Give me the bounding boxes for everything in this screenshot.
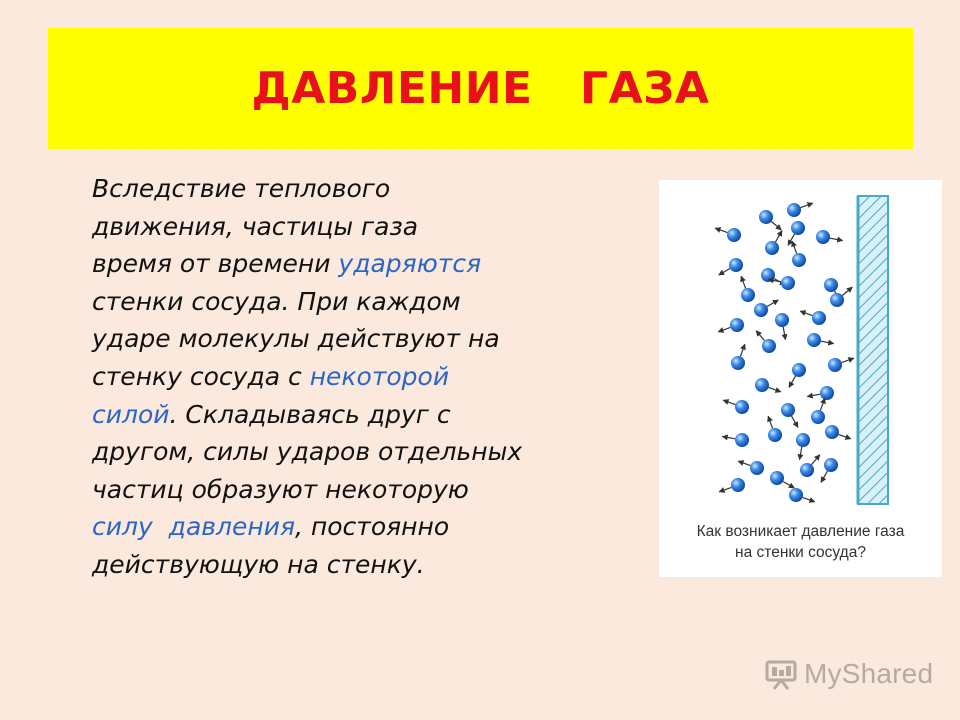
velocity-arrow bbox=[771, 221, 781, 229]
velocity-arrow bbox=[803, 497, 815, 501]
gas-molecule bbox=[792, 363, 806, 377]
gas-molecules-illustration bbox=[659, 180, 942, 520]
gas-molecule bbox=[820, 386, 834, 400]
gas-molecule bbox=[729, 258, 743, 272]
gas-molecule bbox=[811, 410, 825, 424]
highlighted-term: силу давления bbox=[92, 512, 295, 542]
slide-title: ДАВЛЕНИЕ ГАЗА bbox=[251, 63, 710, 114]
velocity-arrow bbox=[723, 400, 735, 404]
velocity-arrow bbox=[767, 300, 778, 307]
velocity-arrow bbox=[718, 327, 730, 331]
gas-molecule bbox=[824, 458, 838, 472]
gas-molecule bbox=[792, 253, 806, 267]
gas-molecule bbox=[830, 293, 844, 307]
velocity-arrow bbox=[820, 398, 824, 410]
vessel-wall bbox=[858, 196, 888, 504]
velocity-arrow bbox=[719, 269, 730, 276]
velocity-arrow bbox=[821, 341, 834, 343]
gas-molecule bbox=[759, 210, 773, 224]
title-banner bbox=[48, 28, 913, 149]
gas-molecule bbox=[791, 221, 805, 235]
velocity-arrow bbox=[839, 434, 851, 438]
velocity-arrow bbox=[801, 203, 813, 207]
gas-molecule bbox=[796, 433, 810, 447]
gas-molecule bbox=[730, 318, 744, 332]
gas-molecule bbox=[816, 230, 830, 244]
velocity-arrow bbox=[740, 344, 744, 356]
gas-molecule bbox=[731, 356, 745, 370]
velocity-arrow bbox=[800, 311, 812, 315]
gas-molecule bbox=[735, 400, 749, 414]
gas-molecule bbox=[735, 433, 749, 447]
gas-molecule bbox=[727, 228, 741, 242]
presentation-board-icon bbox=[764, 658, 798, 690]
gas-molecule bbox=[787, 203, 801, 217]
velocity-arrow bbox=[719, 487, 731, 491]
velocity-arrow bbox=[792, 241, 796, 253]
velocity-arrow bbox=[769, 387, 781, 391]
velocity-arrow bbox=[830, 238, 843, 240]
paragraph-text: Вследствие теплового движения, частицы газа время от времени bbox=[92, 174, 419, 279]
gas-molecule bbox=[812, 311, 826, 325]
gas-molecule bbox=[775, 313, 789, 327]
gas-molecule bbox=[768, 428, 782, 442]
velocity-arrow bbox=[783, 482, 794, 489]
velocity-arrow bbox=[842, 287, 852, 295]
gas-molecule bbox=[781, 403, 795, 417]
velocity-arrow bbox=[811, 455, 819, 465]
gas-molecule bbox=[807, 333, 821, 347]
myshared-logo bbox=[764, 652, 933, 696]
velocity-arrow bbox=[715, 228, 727, 232]
gas-molecule bbox=[781, 276, 795, 290]
velocity-arrow bbox=[768, 416, 772, 428]
paragraph-text: стенки сосуда. При каждом ударе молекулы действуют на стенку сосуда с bbox=[92, 286, 500, 391]
velocity-arrow bbox=[738, 461, 750, 465]
gas-molecule bbox=[762, 339, 776, 353]
highlighted-term: ударяются bbox=[338, 249, 482, 279]
velocity-arrow bbox=[821, 471, 828, 482]
gas-molecule bbox=[770, 471, 784, 485]
gas-molecule bbox=[731, 478, 745, 492]
gas-molecule bbox=[789, 488, 803, 502]
velocity-arrow bbox=[783, 327, 785, 340]
gas-molecule bbox=[824, 278, 838, 292]
highlighted-term: некоторой силой bbox=[92, 361, 450, 429]
velocity-arrow bbox=[776, 231, 783, 242]
gas-molecule bbox=[825, 425, 839, 439]
gas-pressure-figure bbox=[659, 180, 942, 577]
body-paragraph bbox=[92, 170, 667, 584]
velocity-arrow bbox=[722, 437, 735, 439]
molecules-group bbox=[715, 203, 854, 502]
paragraph-text: . Складываясь друг с другом, силы ударов отдельных частиц образуют некоторую bbox=[92, 399, 523, 504]
gas-molecule bbox=[800, 463, 814, 477]
velocity-arrow bbox=[756, 331, 764, 341]
gas-molecule bbox=[741, 288, 755, 302]
gas-molecule bbox=[828, 358, 842, 372]
velocity-arrow bbox=[789, 376, 796, 387]
logo-text: MyShared bbox=[804, 658, 934, 689]
gas-molecule bbox=[755, 378, 769, 392]
velocity-arrow bbox=[800, 447, 802, 460]
velocity-arrow bbox=[741, 276, 745, 288]
velocity-arrow bbox=[842, 358, 854, 362]
velocity-arrow bbox=[792, 416, 799, 427]
figure-caption: Как возникает давление газа на стенки сосуда? bbox=[696, 523, 905, 561]
velocity-arrow bbox=[807, 394, 820, 396]
paragraph-text: , постоянно действующую на стенку. bbox=[92, 512, 450, 579]
gas-molecule bbox=[750, 461, 764, 475]
gas-molecule bbox=[765, 241, 779, 255]
gas-molecule bbox=[754, 303, 768, 317]
